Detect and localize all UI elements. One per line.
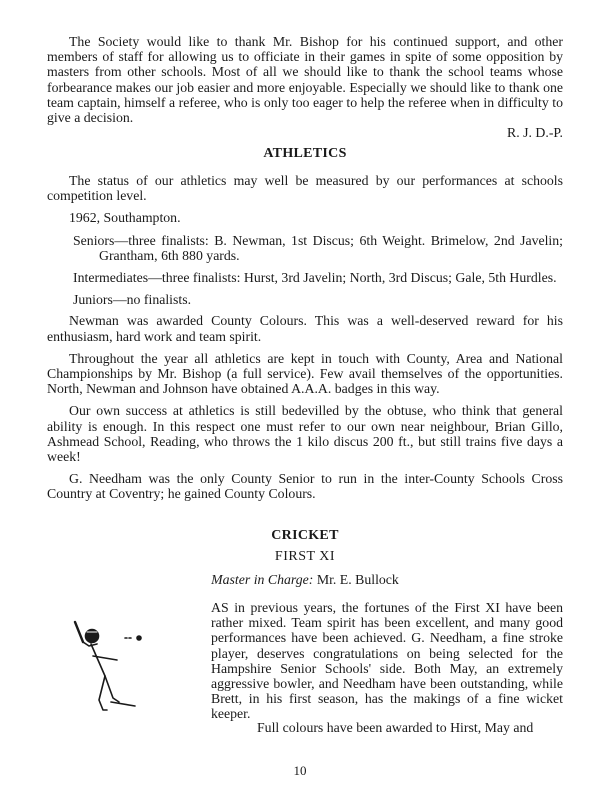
- athletics-juniors: Juniors—no finalists.: [73, 292, 192, 308]
- author-signature: R. J. D.-P.: [507, 125, 563, 140]
- cricket-text-column: [211, 600, 563, 722]
- cricket-paragraph-continued: Full colours have been awarded to Hirst, May and: [257, 720, 534, 735]
- cricket-headings: [47, 528, 563, 588]
- athletics-paragraph: Newman was awarded County Colours. This was a well-deserved reward for his enthusiasm, hard work and team spirit.: [47, 313, 563, 344]
- athletics-section: [47, 173, 563, 502]
- signature-row: [47, 125, 563, 141]
- cricket-paragraph: AS in previous years, the fortunes of the First XI have been rather mixed. Team spirit has been excellent, and many good performances have been achieved. G. Needham, a fine stroke player, deserves congratulations on being selected for the Hampshire Senior Schools' side. Both May, an extremely aggressive bowler, and Needham have been outstanding, while Brett, in his first season, has the makings of a fine wicket keeper.: [211, 600, 563, 722]
- athletics-paragraph: Our own success at athletics is still bedevilled by the obtuse, who think that general ability is enough. In this respect one must refer to our own near neighbour, Brian Gillo, Ashmead School, Reading, who throws the 1 kilo discus 200 ft., but still trains five days a week!: [47, 403, 563, 465]
- athletics-intro: The status of our athletics may well be measured by our performances at schools competition level.: [47, 173, 563, 204]
- society-section: [47, 34, 563, 125]
- page-number: 10: [293, 763, 307, 778]
- athletics-heading: ATHLETICS: [263, 146, 347, 161]
- cricket-heading: CRICKET: [271, 528, 339, 543]
- cricketer-illustration-icon: [47, 620, 167, 720]
- athletics-paragraph: G. Needham was the only County Senior to run in the inter-County Schools Cross Country at Coventry; he gained County Colours.: [47, 471, 563, 502]
- master-label: Master in Charge:: [211, 572, 314, 588]
- athletics-paragraph: Throughout the year all athletics are kept in touch with County, Area and National Championships by Mr. Bishop (a full service). Few avail themselves of the opportunities. North, Newman and Johnson have obtained A.A.A. badges in this way.: [47, 350, 563, 397]
- master-in-charge: [47, 572, 563, 587]
- athletics-event: 1962, Southampton.: [69, 210, 181, 226]
- athletics-intermediates: Intermediates—three finalists: Hurst, 3rd Javelin; North, 3rd Discus; Gale, 5th Hurdles.: [73, 270, 557, 286]
- master-name: Mr. E. Bullock: [316, 572, 399, 588]
- athletics-heading-row: [47, 146, 563, 161]
- athletics-seniors: Seniors—three finalists: B. Newman, 1st Discus; 6th Weight. Brimelow, 2nd Javelin; Grantham, 6th 880 yards.: [73, 232, 563, 263]
- cricket-subheading: FIRST XI: [274, 549, 336, 565]
- society-paragraph: The Society would like to thank Mr. Bishop for his continued support, and other members of staff for allowing us to officiate in their games in spite of some opposition by masters from other schools. Most of all we should like to thank the school teams whose forbearance makes our job easier and more enjoyable. Especially we should like to thank one team captain, himself a referee, who is only too eager to help the referee when in difficulty to give a decision.: [47, 34, 563, 126]
